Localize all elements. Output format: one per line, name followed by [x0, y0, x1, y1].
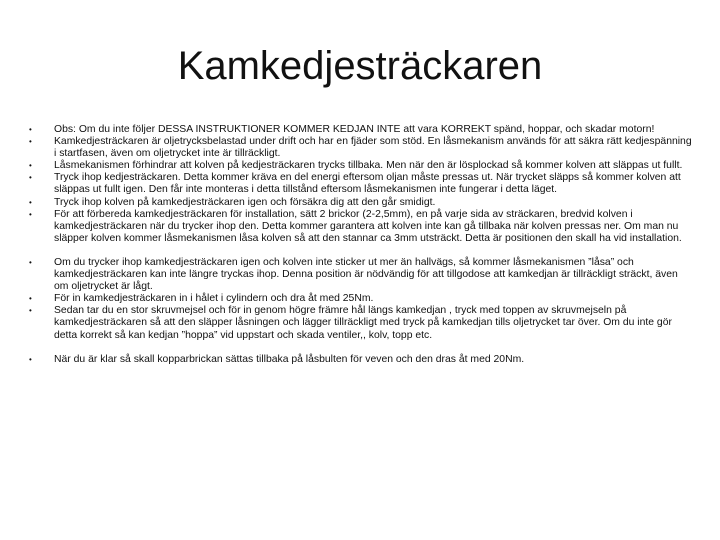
bullet-text: När du är klar så skall kopparbrickan sättas tillbaka på låsbulten för veven och den dras åt med 20Nm.: [54, 353, 525, 365]
bullet-item: [24, 293, 694, 305]
bullet-text: För att förbereda kamkedjesträckaren för installation, sätt 2 brickor (2-2,5mm), en på varje sida av sträckaren, bredvid kolven i kamkedjesträckaren när du trycker ihop den. Detta kommer garantera att kolven inte kan gå tillbaka när kolven pressas ner. Om man nu släpper kolven kommer låsmekanismen låsa kolven så att den stannar ca 3mm utsträckt. Detta är positionen den skall ha vid installation.: [54, 208, 682, 244]
bullet-item: [24, 197, 694, 209]
bullet-item: [24, 172, 694, 196]
bullet-text: Tryck ihop kolven på kamkedjesträckaren igen och försäkra dig att den går smidigt.: [54, 196, 436, 208]
bullet-text: Kamkedjesträckaren är oljetrycksbelastad under drift och har en fjäder som stöd. En låsmekanism används för att säkra rätt kedjespänning i startfasen, även om oljetrycket inte är tillräckligt.: [54, 136, 692, 160]
bullet-text: Om du trycker ihop kamkedjesträckaren igen och kolven inte sticker ut mer än hallvägs, så kommer låsmekanismen ”låsa” och kamkedjesträckaren kan inte längre tryckas ihop. Denna position är nödvändig för att tillgodose att kamkedjan är tillräckligt sträckt, även om oljetrycket är lågt.: [54, 256, 678, 293]
bullet-item: [24, 209, 694, 245]
bullet-text: Låsmekanismen förhindrar att kolven på kedjesträckaren trycks tillbaka. Men när den är lösplockad så kommer kolven att släppas ut fullt.: [54, 160, 683, 172]
bullet-text: För in kamkedjesträckaren in i hålet i cylindern och dra åt med 25Nm.: [54, 293, 374, 305]
bullet-icon: •: [29, 137, 32, 147]
bullet-item: [24, 354, 694, 366]
bullet-icon: •: [29, 197, 32, 207]
bullet-icon: •: [29, 257, 32, 267]
bullet-icon: •: [29, 173, 32, 183]
bullet-icon: •: [29, 294, 32, 304]
bullet-item: [24, 124, 694, 136]
bullet-icon: •: [29, 161, 32, 171]
bullet-item: [24, 136, 694, 160]
bullet-icon: •: [29, 209, 32, 219]
bullet-text: Sedan tar du en stor skruvmejsel och för in genom högre främre hål längs kamkedjan , tryck med toppen av skruvmejseln på kamkedjesträckaren så att den släpper låsningen och lägger tillräckligt med tryck på kamkedjan tills oljetrycket tar över. Om du inte gör detta korrekt så kan kedjan ”hoppa” vid uppstart och skada ventiler,, kolv, topp etc.: [54, 305, 672, 341]
bullet-item: [24, 160, 694, 172]
bullet-text: Obs: Om du inte följer DESSA INSTRUKTIONER KOMMER KEDJAN INTE att vara KORREKT spänd, hoppar, och skadar motorn!: [54, 124, 655, 135]
bullet-text: Tryck ihop kedjesträckaren. Detta kommer kräva en del energi eftersom oljan måste pressas ut. När trycket släpps så kommer kolven att släppas ut fullt igen. Den får inte monteras i detta tillstånd eftersom låsmekanismen inte fungerar i detta läget.: [54, 172, 681, 196]
bullet-item: [24, 257, 694, 293]
slide-title: Kamkedjesträckaren: [177, 44, 543, 88]
bullet-item: [24, 305, 694, 341]
bullet-list: [24, 124, 694, 366]
bullet-icon: •: [29, 125, 32, 134]
bullet-icon: •: [29, 354, 32, 364]
bullet-icon: •: [29, 306, 32, 316]
